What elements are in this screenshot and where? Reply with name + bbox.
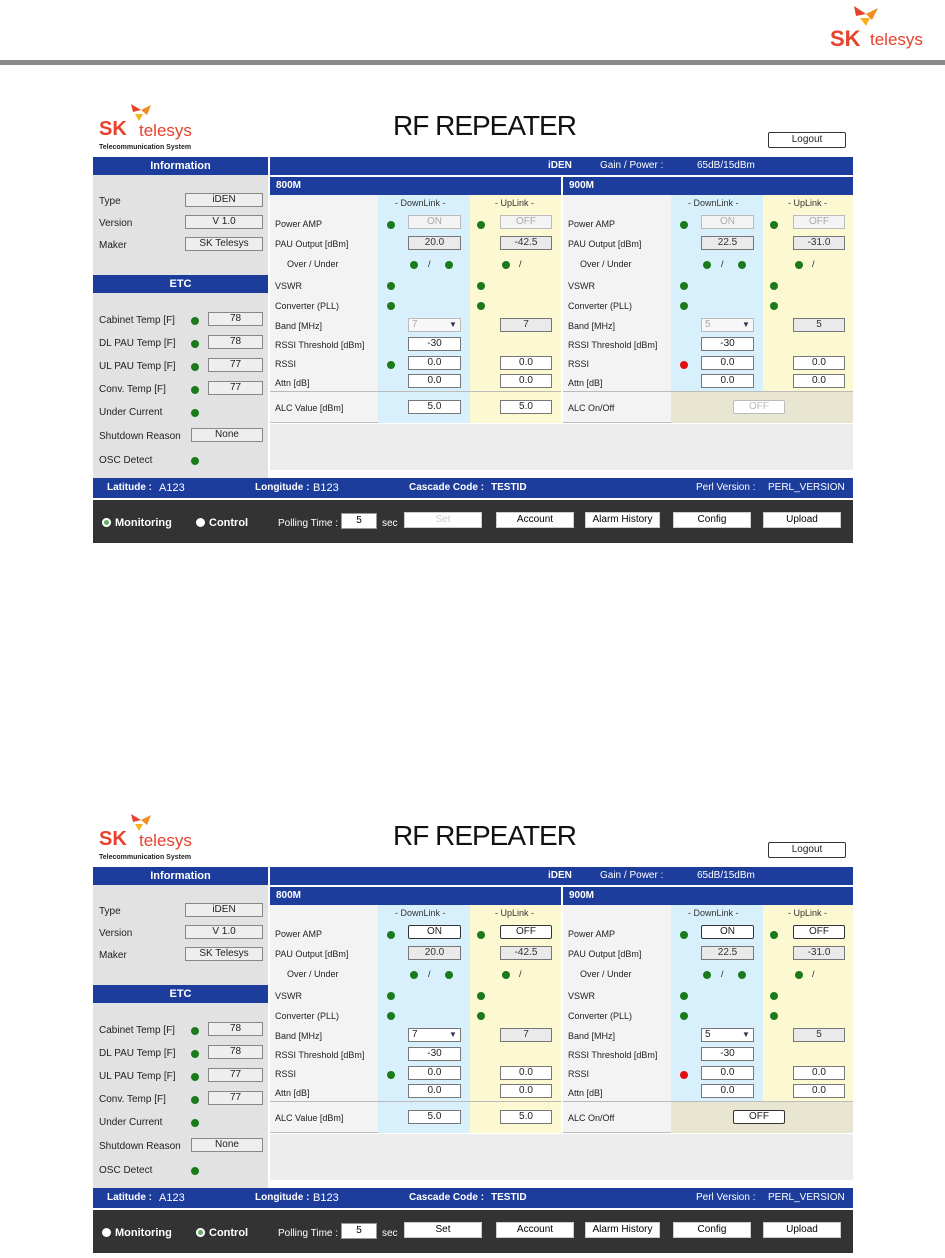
cabinet-temp-label: Cabinet Temp [F]: [99, 1025, 175, 1036]
attn-dl-input[interactable]: 0.0: [701, 374, 754, 388]
alc-dl-input[interactable]: 5.0: [408, 400, 461, 414]
brand-sub: Telecommunication System: [99, 854, 192, 861]
over-dl-led-icon: [703, 261, 711, 269]
pau-output-ul-value: -31.0: [793, 236, 845, 250]
perl-version-value: PERL_VERSION: [768, 482, 845, 493]
attn-ul-input[interactable]: 0.0: [500, 1084, 552, 1098]
converter-pll-label: Converter (PLL): [275, 1011, 340, 1021]
rssi-label: RSSI: [275, 359, 297, 369]
vswr-ul-led-icon: [770, 992, 778, 1000]
under-current-label: Under Current: [99, 407, 163, 418]
pau-output-label: PAU Output [dBm]: [275, 239, 349, 249]
power-amp-label: Power AMP: [275, 929, 323, 939]
power-amp-dl-button[interactable]: ON: [701, 215, 754, 229]
over-under-ul-slash: /: [812, 969, 815, 979]
ul-pau-temp-value: 77: [208, 358, 263, 372]
alc-800-row: [270, 391, 561, 423]
osc-detect-led-icon: [191, 1167, 199, 1175]
control-label: Control: [209, 517, 249, 529]
converter-dl-led-icon: [387, 302, 395, 310]
rssi-dl-input[interactable]: 0.0: [701, 1066, 754, 1080]
band-select[interactable]: [408, 1028, 461, 1042]
doc-brand-sk: SK: [830, 26, 861, 51]
control-bar: [93, 1210, 853, 1253]
maker-value: SK Telesys: [185, 947, 263, 961]
perl-version-label: Perl Version :: [696, 482, 756, 493]
power-amp-ul-led-icon: [770, 221, 778, 229]
vswr-dl-led-icon: [680, 282, 688, 290]
location-bar: [93, 1188, 853, 1208]
rssi-label: RSSI: [275, 1069, 297, 1079]
converter-ul-led-icon: [477, 302, 485, 310]
chevron-down-icon: ▼: [449, 320, 457, 329]
conv-temp-led-icon: [191, 386, 199, 394]
power-amp-label: Power AMP: [568, 219, 616, 229]
rssi-dl-led-icon: [387, 361, 395, 369]
alarm-history-button[interactable]: Alarm History: [585, 512, 660, 528]
under-dl-led-icon: [738, 261, 746, 269]
pau-output-dl-value: 22.5: [701, 946, 754, 960]
cabinet-temp-value: 78: [208, 1022, 263, 1036]
conv-temp-value: 77: [208, 1091, 263, 1105]
rssi-threshold-label: RSSI Threshold [dBm]: [568, 340, 658, 350]
type-label: Type: [99, 196, 121, 207]
alc-onoff-label: ALC On/Off: [568, 403, 615, 413]
pau-output-ul-value: -42.5: [500, 946, 552, 960]
rssi-threshold-input[interactable]: -30: [701, 1047, 754, 1061]
rssi-dl-alarm-led-icon: [680, 1071, 688, 1079]
power-amp-label: Power AMP: [275, 219, 323, 229]
attn-ul-input[interactable]: 0.0: [793, 1084, 845, 1098]
dl-pau-temp-value: 78: [208, 1045, 263, 1059]
uplink-title: - UpLink -: [495, 908, 535, 918]
rssi-ul-input[interactable]: 0.0: [500, 1066, 552, 1080]
info-panel: [93, 867, 268, 1191]
account-button[interactable]: Account: [496, 512, 574, 528]
cabinet-temp-led-icon: [191, 317, 199, 325]
system-type: iDEN: [548, 160, 572, 171]
vswr-label: VSWR: [568, 991, 595, 1001]
cascade-value: TESTID: [491, 482, 527, 493]
band-900-header: 900M: [563, 887, 853, 905]
band-ul-value: 7: [500, 1028, 552, 1042]
over-ul-led-icon: [502, 261, 510, 269]
shutdown-reason-value: None: [191, 428, 263, 442]
band-900-grid: [563, 905, 853, 1101]
over-under-dl-slash: /: [428, 259, 431, 269]
converter-pll-label: Converter (PLL): [568, 301, 633, 311]
uplink-title: - UpLink -: [495, 198, 535, 208]
set-button[interactable]: Set: [404, 512, 482, 528]
monitoring-mode-screenshot: [93, 100, 853, 543]
conv-temp-value: 77: [208, 381, 263, 395]
downlink-title: - DownLink -: [395, 908, 446, 918]
control-label: Control: [209, 1227, 249, 1239]
attn-label: Attn [dB]: [275, 378, 310, 388]
maker-label: Maker: [99, 240, 127, 251]
over-ul-led-icon: [795, 261, 803, 269]
latitude-value: A123: [159, 1192, 185, 1204]
alc-onoff-button[interactable]: OFF: [733, 1110, 785, 1124]
set-button[interactable]: Set: [404, 1222, 482, 1238]
under-current-led-icon: [191, 409, 199, 417]
over-under-dl-slash: /: [428, 969, 431, 979]
osc-detect-label: OSC Detect: [99, 455, 153, 466]
shutdown-reason-label: Shutdown Reason: [99, 431, 181, 442]
under-dl-led-icon: [445, 261, 453, 269]
conv-temp-led-icon: [191, 1096, 199, 1104]
longitude-label: Longitude :: [255, 1192, 310, 1203]
config-button[interactable]: Config: [673, 1222, 751, 1238]
converter-ul-led-icon: [770, 302, 778, 310]
cabinet-temp-led-icon: [191, 1027, 199, 1035]
polling-unit: sec: [382, 518, 398, 529]
version-label: Version: [99, 928, 133, 939]
power-amp-ul-button[interactable]: OFF: [500, 925, 552, 939]
vswr-dl-led-icon: [680, 992, 688, 1000]
monitoring-radio[interactable]: [102, 517, 172, 529]
app-logo: [99, 104, 239, 156]
pau-output-label: PAU Output [dBm]: [568, 949, 642, 959]
converter-ul-led-icon: [770, 1012, 778, 1020]
gain-value: 65dB/15dBm: [697, 160, 755, 171]
shutdown-reason-value: None: [191, 1138, 263, 1152]
converter-dl-led-icon: [680, 302, 688, 310]
cabinet-temp-value: 78: [208, 312, 263, 326]
converter-pll-label: Converter (PLL): [568, 1011, 633, 1021]
attn-dl-input[interactable]: 0.0: [408, 374, 461, 388]
gain-header: [270, 867, 853, 885]
control-radio-icon: [196, 518, 205, 527]
type-label: Type: [99, 906, 121, 917]
band-900-header: 900M: [563, 177, 853, 195]
band-select-value: 7: [412, 1029, 418, 1040]
alc-onoff-button[interactable]: OFF: [733, 400, 785, 414]
rssi-threshold-label: RSSI Threshold [dBm]: [568, 1050, 658, 1060]
perl-version-value: PERL_VERSION: [768, 1192, 845, 1203]
info-header: Information: [93, 157, 268, 175]
pau-output-label: PAU Output [dBm]: [568, 239, 642, 249]
polling-time-input[interactable]: 5: [341, 1223, 377, 1239]
power-amp-label: Power AMP: [568, 929, 616, 939]
polling-unit: sec: [382, 1228, 398, 1239]
vswr-label: VSWR: [568, 281, 595, 291]
monitoring-radio-icon: [102, 1228, 111, 1237]
latitude-value: A123: [159, 482, 185, 494]
over-under-ul-slash: /: [519, 259, 522, 269]
vswr-label: VSWR: [275, 281, 302, 291]
type-value: iDEN: [185, 903, 263, 917]
power-amp-dl-button[interactable]: ON: [701, 925, 754, 939]
band-ul-value: 7: [500, 318, 552, 332]
account-button[interactable]: Account: [496, 1222, 574, 1238]
control-mode-screenshot: [93, 810, 853, 1253]
alc-dl-input[interactable]: 5.0: [408, 1110, 461, 1124]
pau-output-dl-value: 22.5: [701, 236, 754, 250]
band-900-grid: [563, 195, 853, 391]
info-panel: [93, 157, 268, 481]
brand-sub: Telecommunication System: [99, 144, 192, 151]
longitude-label: Longitude :: [255, 482, 310, 493]
osc-detect-led-icon: [191, 457, 199, 465]
maker-value: SK Telesys: [185, 237, 263, 251]
shutdown-reason-label: Shutdown Reason: [99, 1141, 181, 1152]
over-dl-led-icon: [410, 261, 418, 269]
band-800-grid: [270, 195, 561, 391]
maker-label: Maker: [99, 950, 127, 961]
power-amp-dl-led-icon: [680, 221, 688, 229]
power-amp-ul-button[interactable]: OFF: [793, 215, 845, 229]
power-amp-ul-button[interactable]: OFF: [500, 215, 552, 229]
logout-button[interactable]: Logout: [768, 842, 846, 858]
osc-detect-label: OSC Detect: [99, 1165, 153, 1176]
converter-dl-led-icon: [387, 1012, 395, 1020]
band-ul-value: 5: [793, 1028, 845, 1042]
latitude-label: Latitude :: [107, 1192, 152, 1203]
over-dl-led-icon: [410, 971, 418, 979]
info-header: Information: [93, 867, 268, 885]
power-amp-ul-led-icon: [770, 931, 778, 939]
power-amp-ul-led-icon: [477, 931, 485, 939]
gain-label: Gain / Power :: [600, 160, 664, 171]
monitoring-radio[interactable]: [102, 1227, 172, 1239]
power-amp-ul-button[interactable]: OFF: [793, 925, 845, 939]
rssi-ul-input[interactable]: 0.0: [793, 1066, 845, 1080]
band-select[interactable]: [701, 318, 754, 332]
rssi-dl-input[interactable]: 0.0: [701, 356, 754, 370]
alc-value-label: ALC Value [dBm]: [275, 403, 344, 413]
control-bar: [93, 500, 853, 543]
power-amp-dl-led-icon: [387, 931, 395, 939]
dl-pau-temp-label: DL PAU Temp [F]: [99, 338, 176, 349]
ul-pau-temp-label: UL PAU Temp [F]: [99, 1071, 176, 1082]
location-bar: [93, 478, 853, 498]
pau-output-dl-value: 20.0: [408, 946, 461, 960]
over-under-ul-slash: /: [519, 969, 522, 979]
power-amp-dl-led-icon: [387, 221, 395, 229]
vswr-ul-led-icon: [770, 282, 778, 290]
band-mhz-label: Band [MHz]: [275, 321, 323, 331]
under-dl-led-icon: [445, 971, 453, 979]
vswr-dl-led-icon: [387, 282, 395, 290]
rssi-threshold-label: RSSI Threshold [dBm]: [275, 340, 365, 350]
longitude-value: B123: [313, 1192, 339, 1204]
vswr-dl-led-icon: [387, 992, 395, 1000]
converter-dl-led-icon: [680, 1012, 688, 1020]
band-mhz-label: Band [MHz]: [568, 321, 616, 331]
dl-pau-temp-led-icon: [191, 1050, 199, 1058]
over-under-dl-slash: /: [721, 259, 724, 269]
band-mhz-label: Band [MHz]: [568, 1031, 616, 1041]
gain-value: 65dB/15dBm: [697, 870, 755, 881]
under-dl-led-icon: [738, 971, 746, 979]
brand-sk: SK: [99, 828, 127, 850]
band-800-header: 800M: [270, 177, 561, 195]
rssi-threshold-input[interactable]: -30: [408, 1047, 461, 1061]
rssi-label: RSSI: [568, 1069, 590, 1079]
over-under-ul-slash: /: [812, 259, 815, 269]
doc-brand-word: telesys: [870, 30, 923, 49]
gain-header: [270, 157, 853, 175]
rssi-threshold-input[interactable]: -30: [408, 337, 461, 351]
control-radio[interactable]: [196, 1227, 248, 1239]
version-value: V 1.0: [185, 215, 263, 229]
longitude-value: B123: [313, 482, 339, 494]
band-select-value: 5: [705, 319, 711, 330]
document-logo: [826, 4, 944, 50]
chevron-down-icon: ▼: [449, 1030, 457, 1039]
downlink-title: - DownLink -: [688, 908, 739, 918]
rssi-dl-input[interactable]: 0.0: [408, 356, 461, 370]
attn-ul-input[interactable]: 0.0: [500, 374, 552, 388]
brand-sk: SK: [99, 118, 127, 140]
band-select[interactable]: [408, 318, 461, 332]
alc-ul-input[interactable]: 5.0: [500, 400, 552, 414]
version-label: Version: [99, 218, 133, 229]
etc-header: ETC: [93, 275, 268, 293]
page-title: RF REPEATER: [393, 820, 576, 851]
ul-pau-temp-led-icon: [191, 1073, 199, 1081]
blank-area: [270, 424, 853, 470]
power-amp-ul-led-icon: [477, 221, 485, 229]
brand-word: telesys: [139, 121, 192, 140]
cascade-label: Cascade Code :: [409, 482, 485, 493]
alc-900-row: [563, 391, 853, 423]
control-radio[interactable]: [196, 517, 248, 529]
attn-label: Attn [dB]: [568, 378, 603, 388]
downlink-title: - DownLink -: [688, 198, 739, 208]
polling-label: Polling Time :: [278, 1228, 339, 1239]
monitoring-label: Monitoring: [115, 517, 172, 529]
latitude-label: Latitude :: [107, 482, 152, 493]
vswr-label: VSWR: [275, 991, 302, 1001]
attn-ul-input[interactable]: 0.0: [793, 374, 845, 388]
alc-onoff-label: ALC On/Off: [568, 1113, 615, 1123]
app-logo: [99, 814, 239, 866]
ul-pau-temp-label: UL PAU Temp [F]: [99, 361, 176, 372]
version-value: V 1.0: [185, 925, 263, 939]
pau-output-ul-value: -31.0: [793, 946, 845, 960]
attn-label: Attn [dB]: [275, 1088, 310, 1098]
rssi-dl-led-icon: [387, 1071, 395, 1079]
monitoring-label: Monitoring: [115, 1227, 172, 1239]
chevron-down-icon: ▼: [742, 320, 750, 329]
monitoring-radio-icon: [102, 518, 111, 527]
converter-pll-label: Converter (PLL): [275, 301, 340, 311]
over-under-label: Over / Under: [287, 259, 339, 269]
over-ul-led-icon: [795, 971, 803, 979]
perl-version-label: Perl Version :: [696, 1192, 756, 1203]
over-under-label: Over / Under: [287, 969, 339, 979]
dl-pau-temp-value: 78: [208, 335, 263, 349]
polling-label: Polling Time :: [278, 518, 339, 529]
under-current-led-icon: [191, 1119, 199, 1127]
attn-label: Attn [dB]: [568, 1088, 603, 1098]
over-under-label: Over / Under: [580, 969, 632, 979]
type-value: iDEN: [185, 193, 263, 207]
rssi-threshold-label: RSSI Threshold [dBm]: [275, 1050, 365, 1060]
upload-button[interactable]: Upload: [763, 1222, 841, 1238]
rssi-threshold-input[interactable]: -30: [701, 337, 754, 351]
band-ul-value: 5: [793, 318, 845, 332]
gain-label: Gain / Power :: [600, 870, 664, 881]
blank-area: [270, 1134, 853, 1180]
band-mhz-label: Band [MHz]: [275, 1031, 323, 1041]
cascade-label: Cascade Code :: [409, 1192, 485, 1203]
pau-output-ul-value: -42.5: [500, 236, 552, 250]
over-under-label: Over / Under: [580, 259, 632, 269]
band-800-grid: [270, 905, 561, 1101]
upload-button[interactable]: Upload: [763, 512, 841, 528]
uplink-title: - UpLink -: [788, 198, 828, 208]
ul-pau-temp-value: 77: [208, 1068, 263, 1082]
over-dl-led-icon: [703, 971, 711, 979]
band-select-value: 7: [412, 319, 418, 330]
cabinet-temp-label: Cabinet Temp [F]: [99, 315, 175, 326]
vswr-ul-led-icon: [477, 992, 485, 1000]
alc-ul-input[interactable]: 5.0: [500, 1110, 552, 1124]
rssi-ul-input[interactable]: 0.0: [500, 356, 552, 370]
downlink-title: - DownLink -: [395, 198, 446, 208]
alc-900-row: [563, 1101, 853, 1133]
conv-temp-label: Conv. Temp [F]: [99, 1094, 166, 1105]
uplink-title: - UpLink -: [788, 908, 828, 918]
page-title: RF REPEATER: [393, 110, 576, 141]
conv-temp-label: Conv. Temp [F]: [99, 384, 166, 395]
brand-word: telesys: [139, 831, 192, 850]
band-select-value: 5: [705, 1029, 711, 1040]
band-select[interactable]: [701, 1028, 754, 1042]
alarm-history-button[interactable]: Alarm History: [585, 1222, 660, 1238]
ul-pau-temp-led-icon: [191, 363, 199, 371]
alc-value-label: ALC Value [dBm]: [275, 1113, 344, 1123]
power-amp-dl-led-icon: [680, 931, 688, 939]
control-radio-icon: [196, 1228, 205, 1237]
band-800-header: 800M: [270, 887, 561, 905]
vswr-ul-led-icon: [477, 282, 485, 290]
logout-button[interactable]: Logout: [768, 132, 846, 148]
cascade-value: TESTID: [491, 1192, 527, 1203]
alc-800-row: [270, 1101, 561, 1133]
dl-pau-temp-led-icon: [191, 340, 199, 348]
polling-time-input[interactable]: 5: [341, 513, 377, 529]
power-amp-dl-button[interactable]: ON: [408, 925, 461, 939]
under-current-label: Under Current: [99, 1117, 163, 1128]
chevron-down-icon: ▼: [742, 1030, 750, 1039]
config-button[interactable]: Config: [673, 512, 751, 528]
rssi-label: RSSI: [568, 359, 590, 369]
pau-output-label: PAU Output [dBm]: [275, 949, 349, 959]
etc-header: ETC: [93, 985, 268, 1003]
over-under-dl-slash: /: [721, 969, 724, 979]
header-rule: [0, 60, 945, 65]
pau-output-dl-value: 20.0: [408, 236, 461, 250]
rssi-ul-input[interactable]: 0.0: [793, 356, 845, 370]
rssi-dl-alarm-led-icon: [680, 361, 688, 369]
over-ul-led-icon: [502, 971, 510, 979]
attn-dl-input[interactable]: 0.0: [408, 1084, 461, 1098]
system-type: iDEN: [548, 870, 572, 881]
converter-ul-led-icon: [477, 1012, 485, 1020]
power-amp-dl-button[interactable]: ON: [408, 215, 461, 229]
attn-dl-input[interactable]: 0.0: [701, 1084, 754, 1098]
rssi-dl-input[interactable]: 0.0: [408, 1066, 461, 1080]
dl-pau-temp-label: DL PAU Temp [F]: [99, 1048, 176, 1059]
